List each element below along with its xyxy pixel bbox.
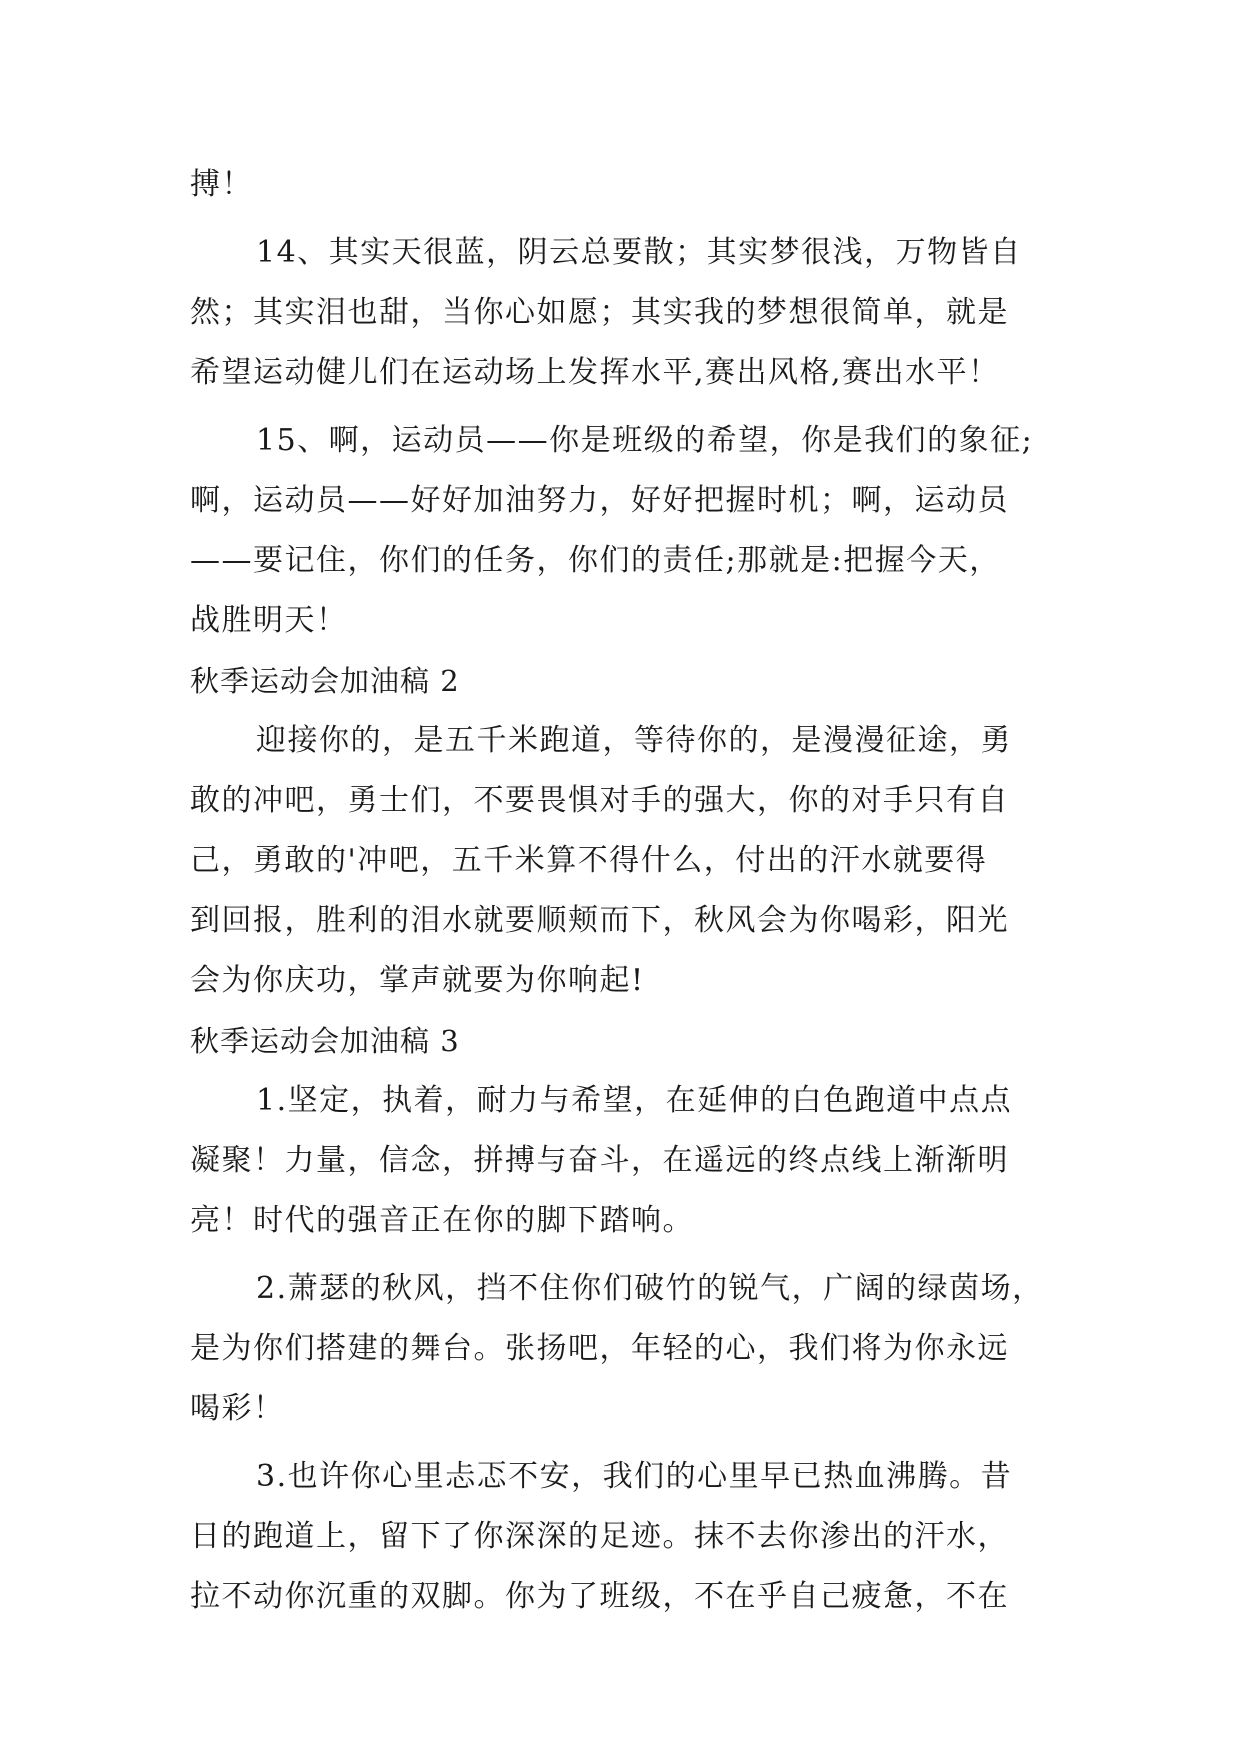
text-line: 2.萧瑟的秋风，挡不住你们破竹的锐气，广阔的绿茵场， [256, 1271, 1044, 1306]
text-line: 是为你们搭建的舞台。张扬吧，年轻的心，我们将为你永远 [190, 1331, 1009, 1366]
section-heading-2: 秋季运动会加油稿 2 [190, 664, 460, 698]
text-line: 日的跑道上，留下了你深深的足迹。抹不去你渗出的汗水， [190, 1519, 1009, 1554]
paragraph-continuation [190, 155, 1050, 215]
text-line: 喝彩！ [190, 1391, 285, 1426]
text-line: 拉不动你沉重的双脚。你为了班级，不在乎自己疲惫，不在 [190, 1579, 1009, 1614]
paragraph-14 [190, 223, 1050, 403]
text-line: 到回报，胜利的泪水就要顺颊而下，秋风会为你喝彩，阳光 [190, 903, 1009, 938]
text-line: 会为你庆功，掌声就要为你响起! [190, 963, 645, 998]
text-line: 亮！时代的强音正在你的脚下踏响。 [190, 1203, 694, 1238]
text-line: 凝聚！力量，信念，拼搏与奋斗，在遥远的终点线上渐渐明 [190, 1143, 1009, 1178]
text-line: 迎接你的，是五千米跑道，等待你的，是漫漫征途，勇 [256, 723, 1012, 758]
text-line: 己，勇敢的'冲吧，五千米算不得什么，付出的汗水就要得 [190, 843, 988, 878]
text-line: 啊，运动员——好好加油努力，好好把握时机；啊，运动员 [190, 483, 1009, 518]
section-3-paragraph-2 [190, 1259, 1050, 1439]
text-line: ——要记住，你们的任务，你们的责任;那就是:把握今天， [190, 543, 1001, 578]
text-line: 搏！ [190, 167, 253, 202]
document-body [190, 155, 1050, 1627]
section-3-paragraph-1 [190, 1071, 1050, 1251]
text-line: 14、其实天很蓝，阴云总要散；其实梦很浅，万物皆自 [256, 235, 1022, 270]
text-line: 15、啊，运动员——你是班级的希望，你是我们的象征; [256, 423, 1034, 458]
text-line: 1.坚定，执着，耐力与希望，在延伸的白色跑道中点点 [256, 1083, 1013, 1118]
section-2-paragraph-1 [190, 711, 1050, 1011]
text-line: 然；其实泪也甜，当你心如愿；其实我的梦想很简单，就是 [190, 295, 1009, 330]
paragraph-15 [190, 411, 1050, 651]
text-line: 战胜明天！ [190, 603, 348, 638]
section-heading-3: 秋季运动会加油稿 3 [190, 1024, 460, 1058]
text-line: 3.也许你心里忐忑不安，我们的心里早已热血沸腾。昔 [256, 1459, 1013, 1494]
text-line: 敢的冲吧，勇士们，不要畏惧对手的强大，你的对手只有自 [190, 783, 1009, 818]
text-line: 希望运动健儿们在运动场上发挥水平,赛出风格,赛出水平！ [190, 355, 1000, 390]
section-3-paragraph-3 [190, 1447, 1050, 1627]
